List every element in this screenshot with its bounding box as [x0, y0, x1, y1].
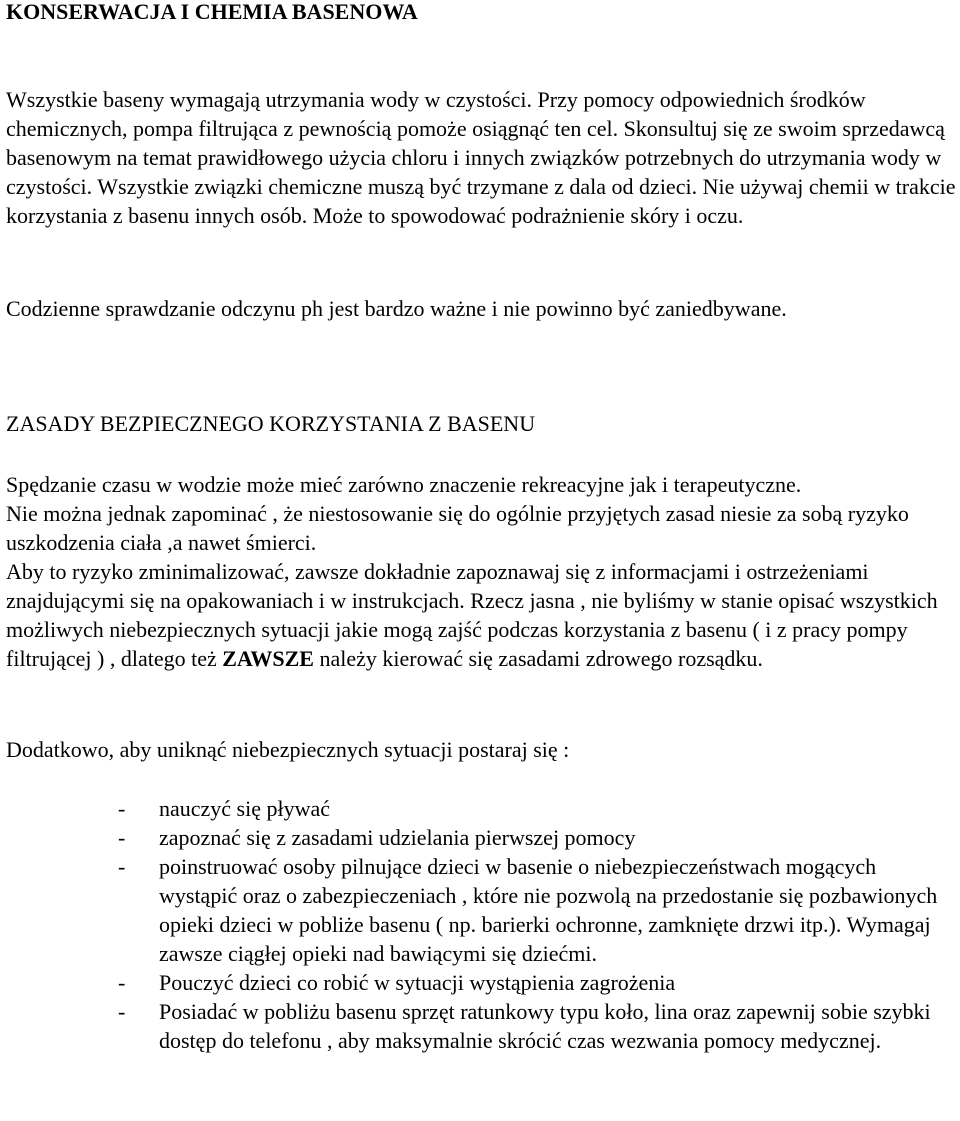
list-dash: - [118, 854, 126, 879]
section-title-safety: ZASADY BEZPIECZNEGO KORZYSTANIA Z BASENU [6, 411, 536, 436]
safety-line-3-text: Aby to ryzyko zminimalizować, zawsze dokładnie zapoznawaj się z informacjami i ostrzeżeniami znajdującymi się na opakowaniach i w instrukcjach. Rzecz jasna , nie byliśmy w stanie opisać wszystkich możliwych niebezpiecznych sytuacji jakie mogą zajść podczas korzystania z basenu ( i z pracy pompy filtrującej ) , dlatego też [6, 559, 938, 671]
list-item [6, 794, 956, 823]
list-item-text: zapoznać się z zasadami udzielania pierwszej pomocy [159, 825, 636, 850]
page-title: KONSERWACJA I CHEMIA BASENOWA [6, 0, 418, 24]
intro-paragraph: Wszystkie baseny wymagają utrzymania wody w czystości. Przy pomocy odpowiednich środków chemicznych, pompa filtrująca z pewnością pomoże osiągnąć ten cel. Skonsultuj się ze swoim sprzedawcą basenowym na temat prawidłowego użycia chloru i innych związków potrzebnych do utrzymania wody w czystości. Wszystkie związki chemiczne muszą być trzymane z dala od dzieci. Nie używaj chemii w trakcie korzystania z basenu innych osób. Może to spowodować podrażnienie skóry i oczu. [6, 87, 956, 228]
list-item [6, 852, 956, 968]
list-dash: - [118, 825, 126, 850]
safety-list [6, 794, 956, 1055]
list-item [6, 823, 956, 852]
safety-paragraph [6, 470, 958, 673]
list-item-text: Pouczyć dzieci co robić w sytuacji wystąpienia zagrożenia [159, 970, 676, 995]
safety-line-1: Spędzanie czasu w wodzie może mieć zarówno znaczenie rekreacyjne jak i terapeutyczne. [6, 472, 802, 497]
list-dash: - [118, 796, 126, 821]
always-emphasis: ZAWSZE [222, 646, 314, 671]
list-dash: - [118, 999, 126, 1024]
list-dash: - [118, 970, 126, 995]
list-item-text: nauczyć się pływać [159, 796, 331, 821]
list-item [6, 968, 956, 997]
list-item [6, 997, 956, 1055]
ph-check-paragraph: Codzienne sprawdzanie odczynu ph jest bardzo ważne i nie powinno być zaniedbywane. [6, 296, 787, 321]
list-item-text: poinstruować osoby pilnujące dzieci w basenie o niebezpieczeństwach mogących wystąpić oraz o zabezpieczeniach , które nie pozwolą na przedostanie się pozbawionych opieki dzieci w pobliże basenu ( np. barierki ochronne, zamknięte drzwi itp.). Wymagaj zawsze ciągłej opieki nad bawiącymi się dziećmi. [159, 854, 938, 966]
safety-line-2: Nie można jednak zapominać , że niestosowanie się do ogólnie przyjętych zasad niesie za sobą ryzyko uszkodzenia ciała ,a nawet śmierci. [6, 501, 909, 555]
safety-line-3 [6, 557, 958, 673]
additional-intro: Dodatkowo, aby uniknąć niebezpiecznych sytuacji postaraj się : [6, 737, 570, 762]
safety-line-3-end: należy kierować się zasadami zdrowego rozsądku. [313, 646, 763, 671]
list-item-text: Posiadać w pobliżu basenu sprzęt ratunkowy typu koło, lina oraz zapewnij sobie szybki dostęp do telefonu , aby maksymalnie skrócić czas wezwania pomocy medycznej. [159, 999, 931, 1053]
